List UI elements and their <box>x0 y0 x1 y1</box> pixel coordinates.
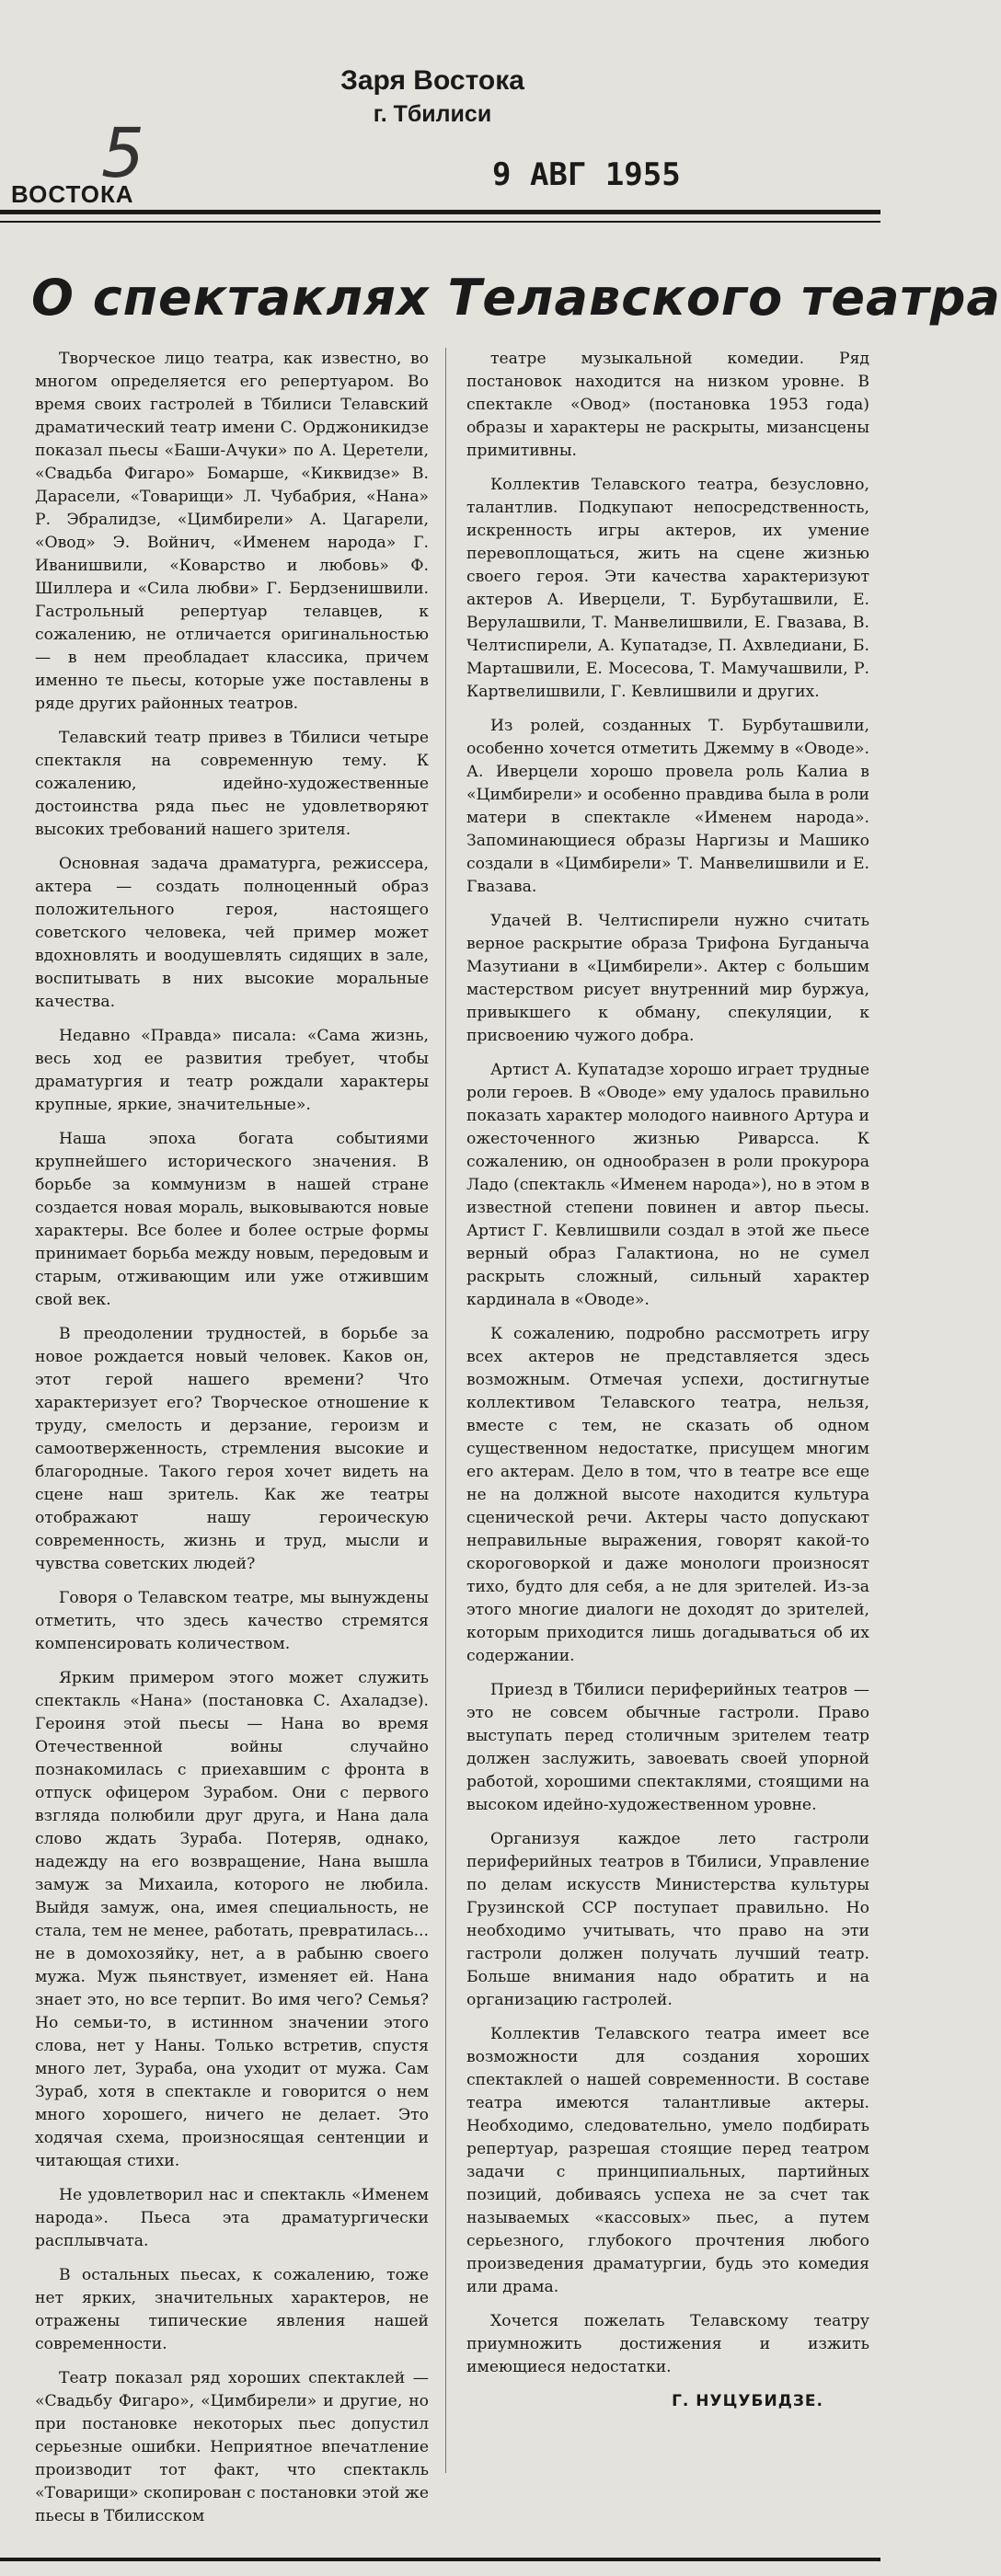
article-column-left <box>35 348 429 2539</box>
date-stamp: 9 АВГ 1955 <box>492 156 681 193</box>
article-paragraph: Организуя каждое лето гастроли периферийных театров в Тбилиси, Управление по делам искусств Министерства культуры Грузинской ССР поступает правильно. Но необходимо учитывать, что право на эти гастроли должен получать лучший театр. Больше внимания надо обратить и на организацию гастролей. <box>466 1830 869 2009</box>
author-signature: Г. НУЦУБИДЗЕ. <box>672 2392 823 2410</box>
article-paragraph: Хочется пожелать Телавскому театру приумножить достижения и изжить имеющиеся недостатки. <box>466 2312 869 2376</box>
article-paragraph: Наша эпоха богата событиями крупнейшего исторического значения. В борьбе за коммунизм в нашей стране создается новая мораль, выковываются новые характеры. Все более и более острые формы принимает борьба между новым, передовым и старым, отживающим или уже отжившим свой век. <box>35 1130 429 1309</box>
article-paragraph: Ярким примером этого может служить спектакль «Нана» (постановка С. Ахаладзе). Героиня этой пьесы — Нана во время Отечественной войны случайно познакомилась с приехавшим с фронта в отпуск офицером Зурабом. Они с первого взгляда полюбили друг друга, и Нана дала слово ждать Зураба. Потеряв, однако, надежду на его возвращение, Нана вышла замуж за Михаила, которого не любила. Выйдя замуж, она, имея специальность, не стала, тем не менее, работать, превратилась... не в домохозяйку, нет, а в рабыню своего мужа. Муж пьянствует, изменяет ей. Нана знает это, но все терпит. Во имя чего? Семья? Но семьи-то, в истинном значении этого слова, нет у Наны. Только встретив, спустя много лет, Зураба, она уходит от мужа. Сам Зураб, хотя в спектакле и говорится о нем много хорошего, ничего не делает. Это ходячая схема, произносящая сентенции и читающая стихи. <box>35 1669 429 2170</box>
article-column-right <box>466 348 869 2413</box>
article-title: О спектаклях Телавского театра <box>31 269 1001 327</box>
column-divider <box>445 348 446 2473</box>
article-paragraph: театре музыкальной комедии. Ряд постановок находится на низком уровне. В спектакле «Овод» (постановка 1953 года) образы и характеры не раскрыты, мизансцены примитивны. <box>466 350 869 460</box>
handwritten-number: 5 <box>101 114 145 193</box>
article-paragraph: Говоря о Телавском театре, мы вынуждены отметить, что здесь качество стремятся компенсировать количеством. <box>35 1589 429 1653</box>
article-paragraph: Театр показал ряд хороших спектаклей — «Свадьбу Фигаро», «Цимбирели» и другие, но при постановке некоторых пьес допустил серьезные ошибки. Неприятное впечатление производит тот факт, что спектакль «Товарищи» скопирован с постановки этой же пьесы в Тбилисском <box>35 2369 429 2525</box>
masthead-rule-thin <box>0 221 880 223</box>
article-paragraph: Удачей В. Челтиспирели нужно считать верное раскрытие образа Трифона Бугданыча Мазутиани в «Цимбирели». Актер с большим мастерством рисует внутренний мир буржуа, привыкшего к обману, спекуляции, к присвоению чужого добра. <box>466 912 869 1045</box>
article-paragraph: Из ролей, созданных Т. Бурбуташвили, особенно хочется отметить Джемму в «Оводе». А. Иверцели хорошо провела роль Калиа в «Цимбирели» и особенно правдива была в роли матери в спектакле «Именем народа». Запоминающиеся образы Наргизы и Машико создали в «Цимбирели» Т. Манвелишвили и Е. Гвазава. <box>466 717 869 896</box>
article-paragraph: Коллектив Телавского театра, безусловно, талантлив. Подкупают непосредственность, искренность игры актеров, их умение перевоплощаться, жить на сцене жизнью своего героя. Эти качества характеризуют актеров А. Иверцели, Т. Бурбуташвили, Е. Верулашвили, Т. Манвелишвили, Е. Гвазава, В. Челтиспирели, А. Купатадзе, П. Ахвледиани, Б. Марташвили, Е. Мосесова, Т. Мамучашвили, Р. Картвелишвили, Г. Кевлишвили и других. <box>466 476 869 701</box>
newspaper-name: Заря Востока <box>340 65 524 96</box>
newspaper-stamp <box>276 64 589 131</box>
article-paragraph: В остальных пьесах, к сожалению, тоже нет ярких, значительных характеров, не отражены типические явления нашей современности. <box>35 2266 429 2353</box>
city-name: г. Тбилиси <box>373 101 492 127</box>
article-paragraph: Недавно «Правда» писала: «Сама жизнь, весь ход ее развития требует, чтобы драматургия и театр рождали характеры крупные, яркие, значительные». <box>35 1027 429 1114</box>
article-paragraph: Коллектив Телавского театра имеет все возможности для создания хороших спектаклей о нашей современности. В составе театра имеются талантливые актеры. Необходимо, следовательно, умело подбирать репертуар, разрешая стоящие перед театром задачи с принципиальных, партийных позиций, добиваясь успеха не за счет так называемых «кассовых» пьес, а путем серьезного, глубокого прочтения любого произведения драматургии, будь это комедия или драма. <box>466 2025 869 2296</box>
masthead-fragment: ВОСТОКА <box>11 180 134 208</box>
masthead-rule <box>0 210 880 214</box>
article-paragraph: К сожалению, подробно рассмотреть игру всех актеров не представляется здесь возможным. Отмечая успехи, достигнутые коллективом Телавского театра, нельзя, вместе с тем, не сказать об одном существенном недостатке, присущем многим его актерам. Дело в том, что в театре все еще не на должной высоте находится культура сценической речи. Актеры часто допускают неправильные выражения, говорят какой-то скороговоркой и даже монологи произносят тихо, будто для себя, а не для зрителей. Из-за этого многие диалоги не доходят до зрителей, которым приходится лишь догадываться об их содержании. <box>466 1325 869 1665</box>
article-paragraph: Основная задача драматурга, режиссера, актера — создать полноценный образ положительного героя, настоящего советского человека, чей пример может вдохновлять и воодушевлять сидящих в зале, воспитывать в них высокие моральные качества. <box>35 855 429 1011</box>
article-paragraph: Творческое лицо театра, как известно, во многом определяется его репертуаром. Во время своих гастролей в Тбилиси Телавский драматический театр имени С. Орджоникидзе показал пьесы «Баши-Ачуки» по А. Церетели, «Свадьба Фигаро» Бомарше, «Киквидзе» В. Дарасели, «Товарищи» Л. Чубабрия, «Нана» Р. Эбралидзе, «Цимбирели» А. Цагарели, «Овод» Э. Войнич, «Именем народа» Г. Иванишвили, «Коварство и любовь» Ф. Шиллера и «Сила любви» Г. Бердзенишвили. Гастрольный репертуар телавцев, к сожалению, не отличается оригинальностью — в нем преобладает классика, причем именно те пьесы, которые уже поставлены в ряде других районных театров. <box>35 350 429 713</box>
article-paragraph: Телавский театр привез в Тбилиси четыре спектакля на современную тему. К сожалению, идейно-художественные достоинства ряда пьес не удовлетворяют высоких требований нашего зрителя. <box>35 729 429 839</box>
article-paragraph: В преодолении трудностей, в борьбе за новое рождается новый человек. Каков он, этот герой нашего времени? Что характеризует его? Творческое отношение к труду, смелость и дерзание, героизм и самоотверженность, стремления высокие и благородные. Такого героя хочет видеть на сцене наш зритель. Как же театры отображают нашу героическую современность, жизнь и труд, мысли и чувства советских людей? <box>35 1325 429 1573</box>
article-paragraph: Приезд в Тбилиси периферийных театров — это не совсем обычные гастроли. Право выступать перед столичным зрителем театр должен заслужить, завоевать своей упорной работой, хорошими спектаклями, стоящими на высоком идейно-художественном уровне. <box>466 1681 869 1814</box>
article-paragraph: Не удовлетворил нас и спектакль «Именем народа». Пьеса эта драматургически расплывчата. <box>35 2186 429 2250</box>
bottom-rule <box>0 2558 880 2561</box>
article-paragraph: Артист А. Купатадзе хорошо играет трудные роли героев. В «Оводе» ему удалось правильно показать характер молодого наивного Артура и ожесточенного жизнью Риварсса. К сожалению, он однообразен в роли прокурора Ладо (спектакль «Именем народа»), но в этом в известной степени повинен и автор пьесы. Артист Г. Кевлишвили создал в этой же пьесе верный образ Галактиона, но не сумел раскрыть сложный, сильный характер кардинала в «Оводе». <box>466 1061 869 1309</box>
